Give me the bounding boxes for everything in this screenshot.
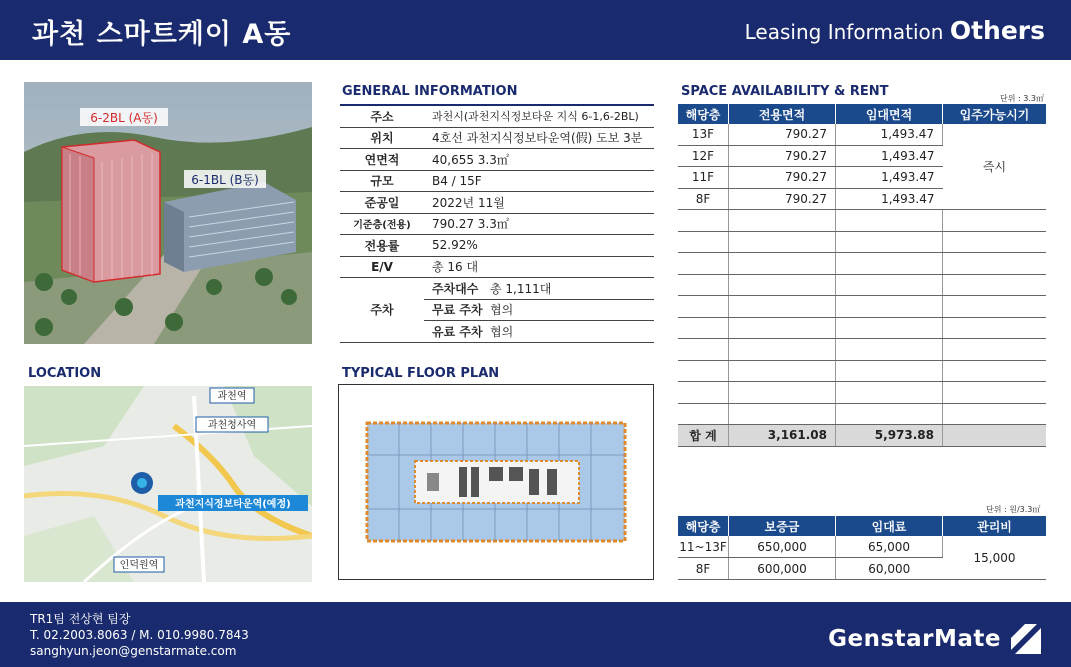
row-key: 규모: [340, 170, 424, 192]
parking-subvalue: 협의: [490, 321, 654, 343]
table-row: [340, 170, 654, 192]
parking-subkey: 주차대수: [424, 278, 490, 300]
cell-floor: 13F: [678, 124, 729, 145]
row-value: 총 16 대: [424, 256, 654, 278]
cell-floor: 8F: [678, 188, 729, 210]
cell-net: 790.27: [729, 188, 836, 210]
row-value: 40,655 3.3㎡: [424, 149, 654, 171]
row-key: 기준층(전용): [340, 213, 424, 235]
map-label-3: 인덕원역: [119, 560, 159, 571]
location-map: [24, 386, 312, 582]
logo-text: GenstarMate: [828, 626, 1001, 652]
map-label-1: 과천청사역: [207, 420, 257, 431]
col-header: 관리비: [943, 516, 1047, 536]
cell-floor: 11~13F: [678, 536, 729, 558]
space-table: [678, 104, 1046, 447]
total-net: 3,161.08: [729, 425, 836, 447]
table-row: [340, 278, 654, 300]
parking-subvalue: 총 1,111대: [490, 278, 654, 300]
row-key: 준공일: [340, 192, 424, 214]
rent-table: [678, 516, 1046, 580]
header-bar: [0, 0, 1071, 60]
general-info-table: [340, 104, 654, 343]
total-row: [678, 425, 1046, 447]
empty-row: [678, 317, 1046, 339]
contact-name: TR1팀 전상현 팀장: [30, 612, 131, 626]
page-title: 과천 스마트케이 A동: [32, 19, 292, 50]
col-header: 임대면적: [836, 104, 943, 124]
table-row: [340, 256, 654, 278]
cell-floor: 12F: [678, 145, 729, 167]
col-header: 전용면적: [729, 104, 836, 124]
cell-rent: 60,000: [836, 558, 943, 580]
empty-row: [678, 253, 1046, 275]
contact-info: [30, 611, 249, 659]
parking-subkey: 무료 주차: [424, 299, 490, 321]
footer-bar: [0, 602, 1071, 667]
col-header: 보증금: [729, 516, 836, 536]
location-title: LOCATION: [28, 366, 102, 381]
building-photo: [24, 82, 312, 344]
cell-net: 790.27: [729, 145, 836, 167]
col-header: 임대료: [836, 516, 943, 536]
floor-plan-title: TYPICAL FLOOR PLAN: [342, 366, 500, 381]
empty-row: [678, 339, 1046, 361]
row-key: 주소: [340, 105, 424, 127]
row-key: 위치: [340, 127, 424, 149]
cell-net: 790.27: [729, 124, 836, 145]
floor-plan: [338, 384, 654, 580]
empty-row: [678, 360, 1046, 382]
table-row: [678, 536, 1046, 558]
cell-availability: 즉시: [943, 124, 1047, 210]
empty-row: [678, 231, 1046, 253]
row-value: 52.92%: [424, 235, 654, 257]
parking-key: 주차: [340, 278, 424, 343]
cell-floor: 8F: [678, 558, 729, 580]
row-value: 4호선 과천지식정보타운역(假) 도보 3분: [424, 127, 654, 149]
empty-row: [678, 382, 1046, 404]
space-unit: 단위 : 3.3㎡: [1000, 94, 1044, 103]
empty-row: [678, 296, 1046, 318]
contact-email[interactable]: sanghyun.jeon@genstarmate.com: [30, 644, 237, 658]
subtitle-prefix: Leasing Information: [744, 20, 944, 44]
map-label-0: 과천역: [217, 391, 247, 402]
empty-row: [678, 403, 1046, 425]
cell-mgmt: 15,000: [943, 536, 1047, 580]
table-row: [340, 127, 654, 149]
label-b-building: 6-1BL (B동): [191, 173, 259, 187]
table-row: [340, 192, 654, 214]
cell-gross: 1,493.47: [836, 124, 943, 145]
col-header: 해당층: [678, 516, 729, 536]
row-key: 연면적: [340, 149, 424, 171]
cell-net: 790.27: [729, 167, 836, 189]
table-row: [340, 149, 654, 171]
row-value: 과천시(과천지식정보타운 지식 6-1,6-2BL): [424, 105, 654, 127]
table-header-row: [678, 516, 1046, 536]
cell-deposit: 650,000: [729, 536, 836, 558]
cell-floor: 11F: [678, 167, 729, 189]
map-label-2: 과천지식정보타운역(예정): [175, 499, 291, 510]
row-key: E/V: [340, 256, 424, 278]
table-row: [340, 105, 654, 127]
row-value: 790.27 3.3㎡: [424, 213, 654, 235]
col-header: 해당층: [678, 104, 729, 124]
space-title: SPACE AVAILABILITY & RENT: [681, 84, 889, 99]
table-row: [340, 235, 654, 257]
total-gross: 5,973.88: [836, 425, 943, 447]
row-value: B4 / 15F: [424, 170, 654, 192]
empty-row: [678, 274, 1046, 296]
table-row: [678, 124, 1046, 145]
cell-gross: 1,493.47: [836, 188, 943, 210]
rent-unit: 단위 : 원/3.3㎡: [986, 505, 1041, 514]
subtitle-emph: Others: [949, 16, 1045, 45]
cell-deposit: 600,000: [729, 558, 836, 580]
contact-phone: T. 02.2003.8063 / M. 010.9980.7843: [30, 628, 249, 642]
general-title: GENERAL INFORMATION: [342, 84, 518, 99]
table-header-row: [678, 104, 1046, 124]
table-row: [340, 213, 654, 235]
empty-row: [678, 210, 1046, 232]
logo-mark-icon: [1011, 624, 1041, 654]
row-value: 2022년 11월: [424, 192, 654, 214]
total-label: 합 계: [678, 425, 729, 447]
row-key: 전용률: [340, 235, 424, 257]
col-header: 입주가능시기: [943, 104, 1047, 124]
company-logo: [828, 624, 1041, 654]
cell-gross: 1,493.47: [836, 145, 943, 167]
cell-rent: 65,000: [836, 536, 943, 558]
parking-subkey: 유료 주차: [424, 321, 490, 343]
header-subtitle: [745, 16, 1045, 45]
parking-subvalue: 협의: [490, 299, 654, 321]
cell-gross: 1,493.47: [836, 167, 943, 189]
label-a-building: 6-2BL (A동): [90, 111, 158, 125]
